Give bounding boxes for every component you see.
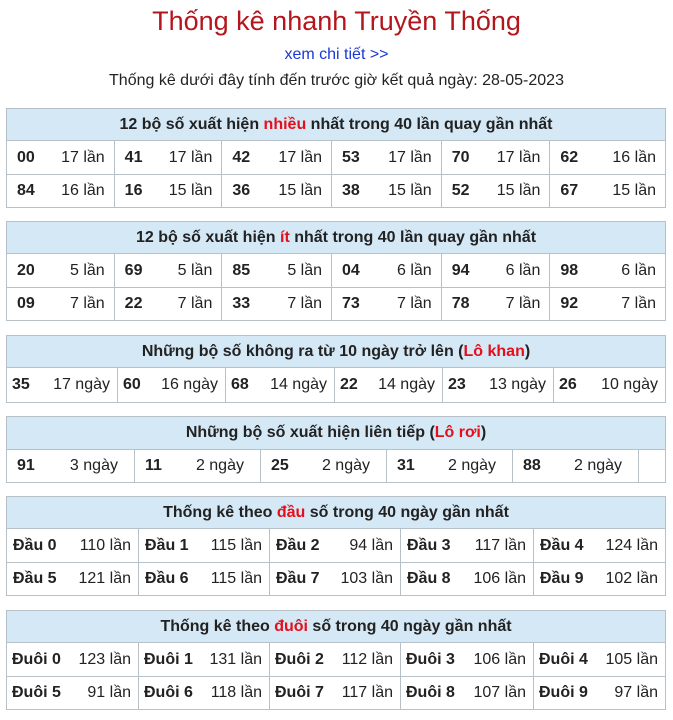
table-row <box>7 174 665 207</box>
header-highlight: Lô rơi <box>434 424 481 441</box>
stat-number: 67 <box>560 182 579 199</box>
stat-number: Đầu 4 <box>540 536 584 554</box>
most-frequent-table <box>6 108 666 208</box>
stat-cell <box>7 677 138 709</box>
stat-cell <box>269 529 400 562</box>
header-text-pre: Thống kê theo <box>160 618 275 635</box>
stat-cell <box>400 677 533 709</box>
stat-count: 15 lần <box>168 182 213 199</box>
stat-cell <box>117 368 225 402</box>
stat-count: 15 lần <box>278 182 323 199</box>
stat-number: 42 <box>232 148 251 166</box>
stat-count: 103 lần <box>340 570 393 587</box>
table-row <box>7 254 665 287</box>
stat-count: 16 ngày <box>161 376 218 393</box>
stat-cell <box>221 141 331 174</box>
table-row <box>7 141 665 174</box>
stat-count: 112 lần <box>341 650 393 668</box>
header-highlight: nhiều <box>263 116 307 133</box>
least-frequent-table <box>6 221 666 321</box>
page-title: Thống kê nhanh Truyền Thống <box>152 6 521 36</box>
stat-cell <box>114 175 222 207</box>
stat-count: 2 ngày <box>447 457 497 474</box>
table-row <box>7 676 665 709</box>
stat-count: 105 lần <box>605 650 658 668</box>
stat-cell <box>138 529 269 562</box>
header-text-pre: Thống kê theo <box>163 504 277 521</box>
stat-number: Đuôi 4 <box>539 650 588 668</box>
stat-number: 11 <box>144 457 162 474</box>
header-text-post: số trong 40 ngày gần nhất <box>307 618 512 635</box>
lo-roi-table <box>6 416 666 483</box>
dau-table <box>6 496 666 596</box>
stat-number: 16 <box>124 182 143 199</box>
stat-count: 7 lần <box>69 295 105 312</box>
stat-number: 23 <box>448 376 466 393</box>
stat-cell <box>331 141 441 174</box>
stat-number: 33 <box>232 295 251 312</box>
stat-count: 17 lần <box>278 148 323 166</box>
stat-cell <box>138 677 269 709</box>
stat-count: 2 ngày <box>195 457 244 474</box>
stat-count: 5 lần <box>287 261 323 279</box>
header-text-pre: 12 bộ số xuất hiện <box>119 116 264 133</box>
stat-count: 107 lần <box>473 684 526 701</box>
table-row <box>7 643 665 676</box>
stat-count: 7 lần <box>621 295 656 312</box>
stat-count: 6 lần <box>505 261 541 279</box>
stat-cell <box>7 563 138 595</box>
header-text-post: ) <box>480 424 487 441</box>
stat-count: 110 lần <box>79 536 131 554</box>
stat-cell <box>533 643 665 676</box>
stat-cell <box>7 288 114 320</box>
stat-count: 5 lần <box>69 261 105 279</box>
stat-number: 22 <box>124 295 143 312</box>
stat-number: Đuôi 9 <box>539 684 588 701</box>
stat-cell <box>7 175 114 207</box>
stat-cell <box>114 141 222 174</box>
stat-count: 14 ngày <box>270 376 327 393</box>
stat-cell <box>533 677 665 709</box>
header-text-post: nhất trong 40 lần quay gần nhất <box>289 229 537 246</box>
table-row <box>7 368 665 402</box>
stat-cell <box>638 450 665 482</box>
stat-cell <box>225 368 334 402</box>
stat-cell <box>441 141 550 174</box>
stat-cell <box>533 529 665 562</box>
stat-count: 94 lần <box>349 536 393 554</box>
stat-number: 04 <box>342 261 360 279</box>
stat-count: 16 lần <box>61 182 105 199</box>
stat-count: 17 lần <box>388 148 432 166</box>
lo-khan-body <box>7 368 665 402</box>
stat-cell <box>512 450 638 482</box>
stat-number: 31 <box>397 457 415 474</box>
stat-number: 53 <box>342 148 360 166</box>
stat-cell <box>269 643 400 676</box>
header-text-post: nhất trong 40 lần quay gần nhất <box>306 116 553 133</box>
stat-count: 2 ngày <box>573 457 623 474</box>
stat-number: Đầu 9 <box>540 570 584 587</box>
header-text-pre: Những bộ số không ra từ 10 ngày trở lên ( <box>141 343 464 360</box>
lo-khan-table <box>6 335 666 403</box>
stat-cell <box>549 288 665 320</box>
header-highlight: Lô khan <box>463 343 525 360</box>
lo-roi-header <box>7 417 665 450</box>
stat-cell <box>114 254 222 287</box>
table-row <box>7 450 665 482</box>
stat-count: 7 lần <box>505 295 541 312</box>
stat-count: 131 lần <box>209 650 262 668</box>
stat-number: Đầu 6 <box>145 570 189 587</box>
header-highlight: đuôi <box>274 618 308 635</box>
least-frequent-header <box>7 222 665 254</box>
stat-number: 70 <box>451 148 470 166</box>
stat-count: 117 lần <box>341 684 393 701</box>
stat-cell <box>331 254 441 287</box>
stat-number: 20 <box>17 261 35 279</box>
stat-count: 15 lần <box>388 182 432 199</box>
stat-count: 121 lần <box>78 570 131 587</box>
stat-count: 15 lần <box>612 182 656 199</box>
stat-cell <box>221 175 331 207</box>
stat-number: Đầu 3 <box>407 536 451 554</box>
stat-number: 00 <box>17 148 35 166</box>
stat-count: 106 lần <box>473 650 526 668</box>
header-text-pre: 12 bộ số xuất hiện <box>135 229 280 246</box>
table-row <box>7 562 665 595</box>
stat-number: 85 <box>232 261 251 279</box>
header-text-post: ) <box>524 343 531 360</box>
stat-cell <box>553 368 665 402</box>
stat-count: 102 lần <box>605 570 658 587</box>
stat-count: 97 lần <box>614 684 658 701</box>
stat-number: Đầu 2 <box>276 536 320 554</box>
stat-count: 17 lần <box>496 148 541 166</box>
stat-cell <box>386 450 512 482</box>
stat-number: Đuôi 0 <box>12 650 61 668</box>
stat-cell <box>441 288 550 320</box>
stat-number: Đầu 7 <box>276 570 320 587</box>
dau-header <box>7 497 665 529</box>
lo-khan-header <box>7 336 665 368</box>
stat-number: Đầu 0 <box>13 536 57 554</box>
stat-count: 7 lần <box>287 295 323 312</box>
stat-cell <box>260 450 386 482</box>
stat-number: 73 <box>342 295 360 312</box>
stat-cell <box>331 288 441 320</box>
stat-number: 94 <box>451 261 470 279</box>
most-frequent-body <box>7 141 665 207</box>
duoi-header <box>7 611 665 643</box>
stat-count: 17 lần <box>61 148 105 166</box>
view-detail-link[interactable]: xem chi tiết >> <box>284 46 389 63</box>
stat-count: 6 lần <box>621 261 656 279</box>
stat-count: 7 lần <box>396 295 432 312</box>
stat-cell <box>7 529 138 562</box>
header-text-post: số trong 40 ngày gần nhất <box>305 504 509 521</box>
stat-number: Đuôi 1 <box>144 650 193 668</box>
header-highlight: ít <box>280 229 290 246</box>
stat-number: 26 <box>559 376 577 393</box>
stat-cell <box>7 643 138 676</box>
duoi-body <box>7 643 665 709</box>
stat-count: 2 ngày <box>321 457 370 474</box>
stat-cell <box>549 141 665 174</box>
stat-count: 106 lần <box>473 570 526 587</box>
stat-cell <box>269 677 400 709</box>
header-highlight: đầu <box>276 504 306 521</box>
stat-cell <box>400 643 533 676</box>
stat-cell <box>442 368 553 402</box>
stat-number: 62 <box>560 148 579 166</box>
stat-number: 60 <box>123 376 141 393</box>
stat-number: 41 <box>124 148 143 166</box>
dau-body <box>7 529 665 595</box>
stat-cell <box>7 141 114 174</box>
stat-count: 6 lần <box>396 261 432 279</box>
stat-cell <box>400 563 533 595</box>
least-frequent-body <box>7 254 665 320</box>
stat-number: 84 <box>17 182 35 199</box>
stat-number: Đuôi 7 <box>275 684 324 701</box>
duoi-table <box>6 610 666 710</box>
stat-number: 78 <box>451 295 470 312</box>
stat-cell <box>7 254 114 287</box>
stat-number: 36 <box>232 182 251 199</box>
stat-number: Đuôi 6 <box>144 684 193 701</box>
stat-cell <box>441 254 550 287</box>
stat-cell <box>400 529 533 562</box>
stat-number: 35 <box>12 376 30 393</box>
stat-number: 52 <box>451 182 470 199</box>
stat-count: 123 lần <box>78 650 131 668</box>
stat-cell <box>7 450 134 482</box>
most-frequent-header <box>7 109 665 141</box>
stat-count: 5 lần <box>177 261 213 279</box>
stat-cell <box>549 254 665 287</box>
stat-number: 68 <box>231 376 249 393</box>
stat-cell <box>114 288 222 320</box>
stat-cell <box>134 450 260 482</box>
stat-number: Đuôi 5 <box>12 684 61 701</box>
stat-cell <box>7 368 117 402</box>
stat-count: 124 lần <box>605 536 658 554</box>
stat-number: 69 <box>124 261 143 279</box>
stat-number: Đuôi 2 <box>275 650 324 668</box>
stat-count: 16 lần <box>612 148 656 166</box>
stat-count: 115 lần <box>210 536 262 554</box>
stat-number: 98 <box>560 261 579 279</box>
stat-cell <box>549 175 665 207</box>
stat-count: 13 ngày <box>489 376 546 393</box>
stat-number: Đầu 1 <box>145 536 189 554</box>
stat-cell <box>331 175 441 207</box>
stat-number: Đầu 5 <box>13 570 57 587</box>
stat-count: 118 lần <box>210 684 262 701</box>
stat-count: 7 lần <box>177 295 213 312</box>
stat-number: Đầu 8 <box>407 570 451 587</box>
stat-number: 92 <box>560 295 579 312</box>
stat-cell <box>138 563 269 595</box>
lo-roi-body <box>7 450 665 482</box>
stat-cell <box>269 563 400 595</box>
detail-link-wrap <box>0 46 673 64</box>
stat-cell <box>138 643 269 676</box>
stat-count: 91 lần <box>87 684 131 701</box>
stat-cell <box>441 175 550 207</box>
stat-number: 91 <box>17 457 35 474</box>
page-subtitle: Thống kê dưới đây tính đến trước giờ kết quả ngày: 28-05-2023 <box>109 72 564 89</box>
stat-count: 115 lần <box>210 570 262 587</box>
stat-count: 17 ngày <box>53 376 110 393</box>
stat-count: 17 lần <box>168 148 213 166</box>
stat-count: 117 lần <box>474 536 526 554</box>
stat-number: 38 <box>342 182 360 199</box>
stat-cell <box>533 563 665 595</box>
stat-cell <box>221 288 331 320</box>
stat-number: 88 <box>523 457 541 474</box>
table-row <box>7 287 665 320</box>
stat-count: 10 ngày <box>601 376 658 393</box>
stat-number: 25 <box>270 457 289 474</box>
stat-number: Đuôi 3 <box>406 650 455 668</box>
stat-count: 3 ngày <box>69 457 118 474</box>
stat-number: Đuôi 8 <box>406 684 455 701</box>
stat-count: 15 lần <box>496 182 541 199</box>
stat-cell <box>334 368 442 402</box>
table-row <box>7 529 665 562</box>
stat-number: 09 <box>17 295 35 312</box>
stat-count: 14 ngày <box>378 376 435 393</box>
stat-cell <box>221 254 331 287</box>
stat-number: 22 <box>340 376 358 393</box>
header-text-pre: Những bộ số xuất hiện liên tiếp ( <box>185 424 435 441</box>
